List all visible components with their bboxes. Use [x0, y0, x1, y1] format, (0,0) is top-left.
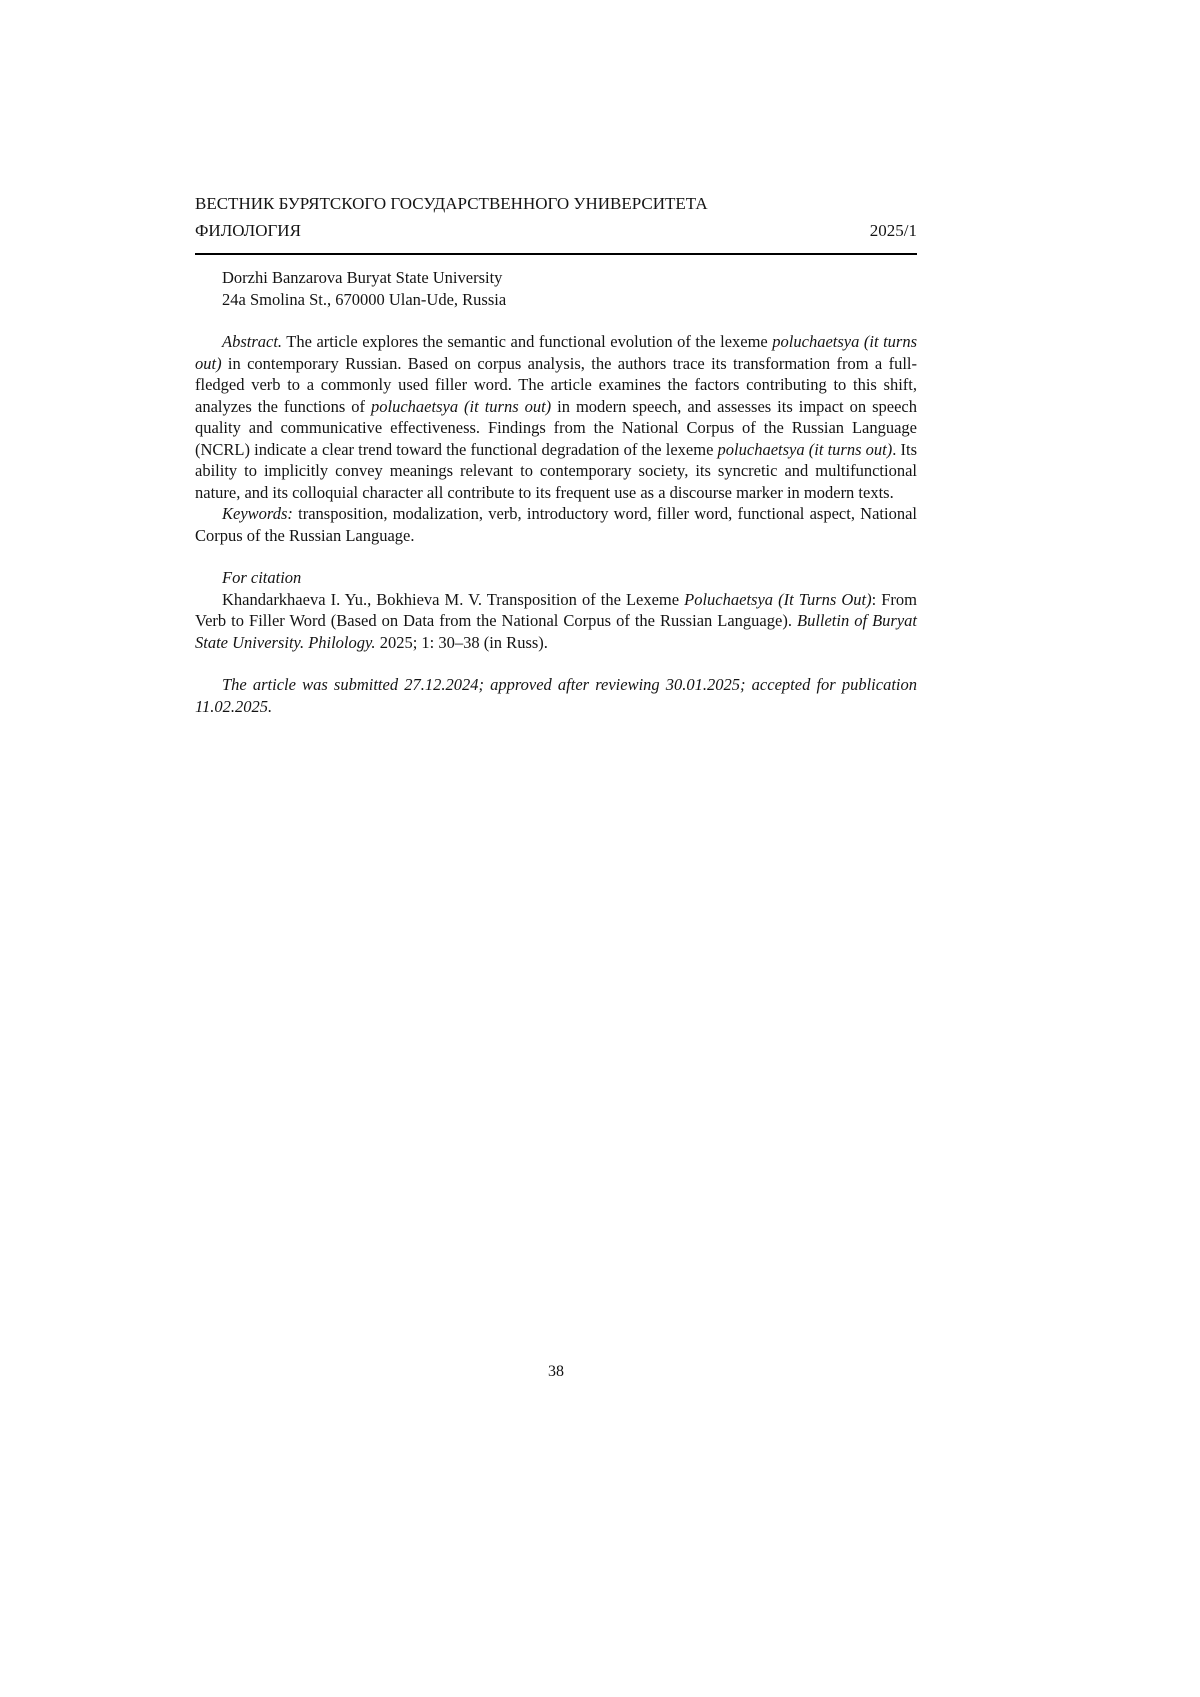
abstract-segment-lexeme: poluchaetsya (it turns out) — [371, 396, 552, 416]
issue-number: 2025/1 — [869, 221, 917, 240]
journal-title-line1: ВЕСТНИК БУРЯТСКОГО ГОСУДАРСТВЕННОГО УНИВЕРСИТЕТА — [195, 194, 708, 213]
article-front-matter — [195, 267, 917, 717]
abstract-segment: The article explores the semantic and functional evolution of the lexeme — [282, 332, 773, 351]
abstract-segment: in modern speech, and assesses its impact on speech quality and communicative effectiveness. Findings from the National Corpus of the Russian Language (NCRL) indicate a clear trend toward the functional degradation of the lexeme — [195, 396, 917, 459]
citation-paragraph — [195, 589, 917, 654]
keywords-text: transposition, modalization, verb, introductory word, filler word, functional aspect, National Corpus of the Russian Language. — [195, 504, 917, 545]
abstract-label: Abstract. — [222, 332, 283, 351]
affiliation-university: Dorzhi Banzarova Buryat State University — [222, 268, 503, 287]
affiliation-address: 24a Smolina St., 670000 Ulan-Ude, Russia — [222, 289, 507, 309]
citation-segment-journal: Bulletin of Buryat State University. Philology. — [195, 611, 918, 652]
abstract-segment-lexeme: poluchaetsya (it turns out) — [195, 332, 917, 373]
abstract-paragraph — [195, 331, 917, 503]
citation-heading: For citation — [222, 568, 302, 587]
keywords-label: Keywords: — [222, 504, 293, 523]
keywords-paragraph — [195, 503, 917, 546]
abstract-segment: in contemporary Russian. Based on corpus analysis, the authors trace its transformation from a full-fledged verb to a commonly used filler word. The article examines the factors contributing to this shift, analyzes the functions of — [195, 353, 917, 416]
spacer — [195, 546, 917, 567]
citation-segment-lexeme: Poluchaetsya (It Turns Out) — [684, 589, 872, 609]
citation-segment: : From Verb to Filler Word (Based on Data from the National Corpus of the Russian Language). — [195, 589, 917, 630]
citation-segment: 2025; 1: 30–38 (in Russ). — [375, 632, 548, 652]
submission-dates-paragraph: The article was submitted 27.12.2024; approved after reviewing 30.01.2025; accepted for publication 11.02.2025. — [195, 675, 917, 716]
affiliation-block — [195, 267, 917, 310]
page-column — [195, 190, 917, 717]
spacer — [195, 653, 917, 674]
citation-segment: Khandarkhaeva I. Yu., Bokhieva M. V. Transposition of the Lexeme — [222, 589, 685, 609]
journal-header — [195, 190, 917, 253]
journal-section-title: ФИЛОЛОГИЯ — [195, 221, 301, 240]
header-divider — [195, 253, 917, 255]
abstract-segment: . Its ability to implicitly convey meanings relevant to contemporary society, its syncretic and multifunctional nature, and its colloquial character all contribute to its frequent use as a discourse marker in modern texts. — [195, 439, 917, 502]
page-number: 38 — [548, 1363, 564, 1380]
abstract-segment-lexeme: poluchaetsya (it turns out) — [717, 439, 893, 459]
spacer — [195, 310, 917, 331]
